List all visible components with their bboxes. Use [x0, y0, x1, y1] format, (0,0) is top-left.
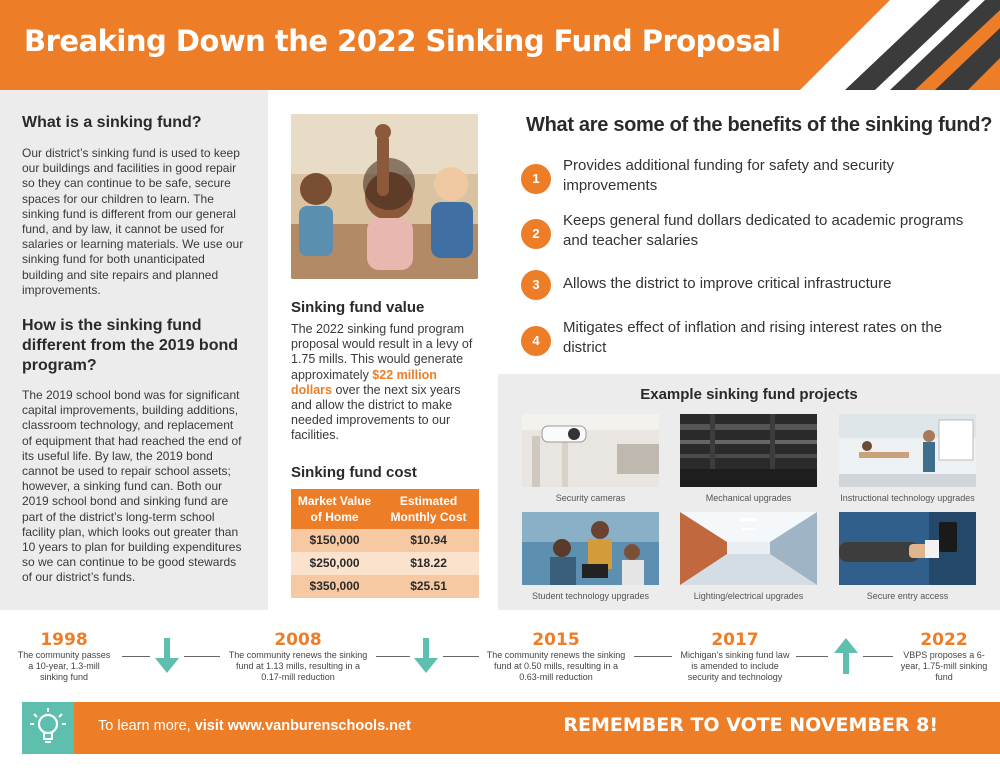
benefit-number-badge: 1 [521, 164, 551, 194]
projects-heading: Example sinking fund projects [640, 386, 858, 403]
project-card [522, 512, 659, 601]
arrow-down-icon [155, 638, 179, 674]
timeline-connector [796, 656, 828, 657]
timeline-desc: The community renews the sinking fund at 0.50 mills, resulting in a 0.63-mill reduction [486, 650, 626, 682]
table-row [291, 552, 479, 575]
learn-more-text [98, 718, 411, 734]
security-camera-photo [522, 414, 659, 487]
table-cell-home: $350,000 [291, 575, 378, 598]
timeline-event [14, 630, 114, 683]
learn-more-prefix: To learn more, [98, 718, 195, 734]
table-cell-cost: $25.51 [378, 575, 479, 598]
hallway-lighting-photo [680, 512, 817, 585]
project-card [839, 512, 976, 601]
cost-table-header-home: Market Value of Home [291, 489, 378, 529]
timeline-desc: Michigan’s sinking fund law is amended to include security and technology [680, 650, 790, 682]
timeline-event [680, 630, 790, 683]
project-caption: Secure entry access [866, 591, 949, 601]
footer [0, 698, 1000, 773]
students-tablet-photo [522, 512, 659, 585]
sinking-fund-value-heading: Sinking fund value [291, 299, 425, 316]
lightbulb-icon [22, 702, 74, 754]
benefit-text: Keeps general fund dollars dedicated to academic programs and teacher salaries [563, 212, 964, 249]
project-card [680, 512, 817, 601]
timeline-connector [184, 656, 220, 657]
arrow-up-icon [834, 638, 858, 674]
project-card [839, 414, 976, 503]
header-banner [0, 0, 1000, 90]
project-caption: Student technology upgrades [531, 591, 650, 601]
timeline-year: 2022 [920, 630, 968, 650]
benefit-number-badge: 3 [521, 270, 551, 300]
table-row [291, 575, 479, 598]
how-different-text: The 2019 school bond was for significant capital improvements, building additions, classroom technology, and replacement of equipment that had reached the end of its useful life. By law, the 2019 bond cannot be used to repair school assets; however, a sinking fund can. Both our 2019 school bond and sinking fund are part of the district’s long-term school facility plan, which looks out greater than 10 years to plan for building expenditures so we can continue to be good stewards of our district’s funds. [22, 388, 242, 585]
vote-reminder: REMEMBER TO VOTE NOVEMBER 8! [563, 714, 938, 736]
benefits-heading: What are some of the benefits of the sinking fund? [526, 114, 993, 136]
timeline-connector [443, 656, 479, 657]
value-highlight-amount: $22 million dollars [291, 367, 437, 397]
projects-panel [498, 374, 1000, 610]
timeline [0, 610, 1000, 698]
project-card [680, 414, 817, 503]
timeline-desc: The community passes a 10-year, 1.3-mill sinking fund [17, 650, 111, 682]
timeline-desc: The community renews the sinking fund at 1.13 mills, resulting in a 0.17-mill reduction [228, 650, 368, 682]
sinking-fund-cost-heading: Sinking fund cost [291, 463, 417, 481]
table-cell-cost: $18.22 [378, 552, 479, 575]
classroom-tech-photo [839, 414, 976, 487]
header-stripes-decoration [740, 0, 1000, 90]
project-caption: Instructional technology upgrades [840, 493, 975, 503]
secure-entry-photo [839, 512, 976, 585]
timeline-year: 2008 [274, 630, 322, 650]
what-is-sinking-fund-text: Our district’s sinking fund is used to keep our buildings and facilities in good repair so they can continue to be safe, secure spaces for our children to learn. The sinking fund is different from our general fund, and by law, it cannot be used for salaries or learning materials. We use our sinking fund for both unanticipated building and site repairs and planned improvements. [22, 146, 244, 297]
project-caption: Lighting/electrical upgrades [693, 591, 804, 601]
table-cell-home: $150,000 [291, 529, 378, 552]
project-card [522, 414, 659, 503]
website-link[interactable]: visit www.vanburenschools.net [194, 718, 411, 734]
how-different-heading: How is the sinking fund different from the 2019 bond program? [22, 317, 239, 375]
timeline-year: 2017 [711, 630, 759, 650]
table-cell-cost: $10.94 [378, 529, 479, 552]
cost-table [291, 489, 479, 598]
timeline-event [228, 630, 368, 683]
benefit-number-badge: 2 [521, 219, 551, 249]
value-text-part-2: over the next six years and allow the district to make needed improvements to our facilities. [291, 382, 461, 443]
benefit-text: Provides additional funding for safety and security improvements [563, 157, 895, 194]
table-cell-home: $250,000 [291, 552, 378, 575]
timeline-connector [376, 656, 410, 657]
timeline-year: 2015 [532, 630, 580, 650]
project-caption: Mechanical upgrades [705, 493, 792, 503]
middle-panel [268, 90, 498, 610]
sinking-fund-value-text [291, 322, 478, 444]
mechanical-ceiling-photo [680, 414, 817, 487]
value-text-part-1: The 2022 sinking fund program proposal would result in a levy of 1.75 mills. This would generate approximately [291, 322, 473, 382]
left-panel [0, 90, 268, 610]
what-is-sinking-fund-heading: What is a sinking fund? [22, 114, 202, 131]
cost-table-header-monthly: Estimated Monthly Cost [378, 489, 479, 529]
arrow-down-icon [414, 638, 438, 674]
benefit-text: Mitigates effect of inflation and rising interest rates on the district [563, 319, 943, 356]
project-caption: Security cameras [555, 493, 626, 503]
timeline-event [486, 630, 626, 683]
timeline-year: 1998 [40, 630, 88, 650]
benefit-text: Allows the district to improve critical infrastructure [563, 275, 892, 292]
benefit-number-badge: 4 [521, 326, 551, 356]
classroom-kids-photo [291, 114, 478, 279]
timeline-event [898, 630, 990, 683]
timeline-desc: VBPS proposes a 6-year, 1.75-mill sinking fund [900, 650, 988, 682]
timeline-connector [863, 656, 893, 657]
timeline-connector [634, 656, 672, 657]
timeline-connector [122, 656, 150, 657]
table-row [291, 529, 479, 552]
page-title: Breaking Down the 2022 Sinking Fund Proposal [24, 24, 781, 58]
